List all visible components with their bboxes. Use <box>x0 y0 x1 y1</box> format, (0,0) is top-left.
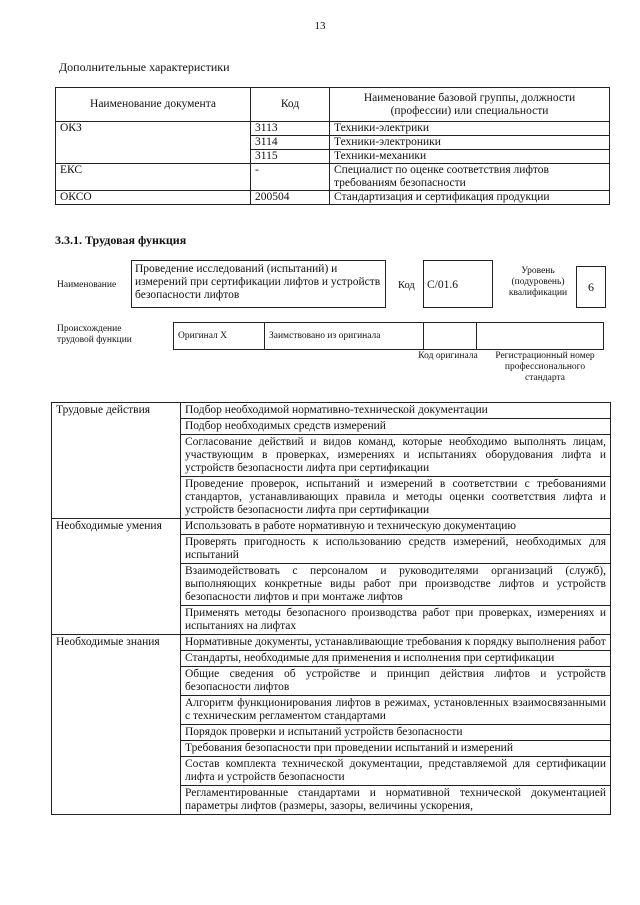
knowledge-item: Стандарты, необходимые для применения и исполнения при сертификации <box>181 651 611 667</box>
knowledge-item: Порядок проверки и испытаний устройств безопасности <box>181 725 611 741</box>
additional-characteristics-heading: Дополнительные характеристики <box>59 60 230 74</box>
knowledge-item: Требования безопасности при проведении испытаний и измерений <box>181 741 611 757</box>
okz-name: Техники-электроники <box>330 136 610 150</box>
okz-code: 3114 <box>251 136 330 150</box>
okz-name: Техники-электрики <box>330 122 610 136</box>
name-label: Наименование <box>57 280 117 290</box>
okz-code: 3113 <box>251 122 330 136</box>
okz-name: Техники-механики <box>330 150 610 164</box>
labor-action-item: Подбор необходимых средств измерений <box>181 419 611 435</box>
okso-code: 200504 <box>251 191 330 205</box>
labor-action-item: Проведение проверок, испытаний и измерений в соответствии с требованиями стандартов, устанавливающих правила и методы оценки соответствия лифта и устройств безопасности лифта при сертификации <box>181 477 611 519</box>
col-header-document: Наименование документа <box>56 88 251 122</box>
okso-name: Стандартизация и сертификация продукции <box>330 191 610 205</box>
additional-characteristics-table <box>55 87 610 205</box>
labor-function-heading: 3.3.1. Трудовая функция <box>55 233 187 247</box>
labor-action-item: Подбор необходимой нормативно-технической документации <box>181 403 611 419</box>
function-name-value: Проведение исследований (испытаний) и измерений при сертификации лифтов и устройств безопасности лифтов <box>131 260 386 308</box>
eks-code: - <box>251 164 330 191</box>
required-knowledge-label: Необходимые знания <box>52 635 181 815</box>
labor-actions-label: Трудовые действия <box>52 403 181 519</box>
original-cell: Оригинал X <box>174 323 265 350</box>
labor-action-item: Согласование действий и видов команд, которые необходимо выполнять лицам, участвующим в проверках, измерениях и испытаниях оборудования лифта и устройств безопасности лифта при сертификации <box>181 435 611 477</box>
required-skills-label: Необходимые умения <box>52 519 181 635</box>
qualification-level-value: 6 <box>576 266 606 308</box>
origin-table <box>173 322 604 350</box>
col-header-name: Наименование базовой группы, должности (профессии) или специальности <box>330 88 610 122</box>
skill-item: Проверять пригодность к использованию средств измерений, необходимых для испытаний <box>181 535 611 564</box>
labor-function-details-table <box>51 402 611 815</box>
okz-cell: ОКЗ <box>56 122 251 164</box>
original-code-cell <box>424 323 477 350</box>
skill-item: Взаимодействовать с персоналом и руководителями организаций (служб), выполняющих конкретные виды работ при производстве лифтов и устройств безопасности лифтов и при монтаже лифтов <box>181 564 611 606</box>
registration-number-cell <box>477 323 604 350</box>
original-code-caption: Код оригинала <box>418 351 478 361</box>
okz-code: 3115 <box>251 150 330 164</box>
col-header-code: Код <box>251 88 330 122</box>
knowledge-item: Общие сведения об устройстве и принцип действия лифтов и устройств безопасности лифтов <box>181 667 611 696</box>
eks-name: Специалист по оценке соответствия лифтов требованиям безопасности <box>330 164 610 191</box>
skill-item: Использовать в работе нормативную и техническую документацию <box>181 519 611 535</box>
knowledge-item: Алгоритм функционирования лифтов в режимах, установленных взаимосвязанными с техническим регламентом стандартами <box>181 696 611 725</box>
knowledge-item: Состав комплекта технической документации, представляемой для сертификации лифта и устройств безопасности <box>181 757 611 786</box>
skill-item: Применять методы безопасного производства работ при проверках, измерениях и испытаниях на лифтах <box>181 606 611 635</box>
knowledge-item: Регламентированные стандартами и нормативной технической документацией параметры лифтов (размеры, зазоры, величины ускорения, <box>181 786 611 815</box>
code-label: Код <box>398 280 415 291</box>
eks-cell: ЕКС <box>56 164 251 191</box>
registration-number-caption: Регистрационный номер профессионального стандарта <box>495 351 595 383</box>
function-code-value: C/01.6 <box>423 260 493 308</box>
page-number: 13 <box>314 20 326 32</box>
okso-cell: ОКСО <box>56 191 251 205</box>
qualification-level-label: Уровень (подуровень) квалификации <box>508 266 568 298</box>
borrowed-cell: Заимствовано из оригинала <box>265 323 424 350</box>
origin-label: Происхождение трудовой функции <box>57 324 132 345</box>
knowledge-item: Нормативные документы, устанавливающие требования к порядку выполнения работ <box>181 635 611 651</box>
